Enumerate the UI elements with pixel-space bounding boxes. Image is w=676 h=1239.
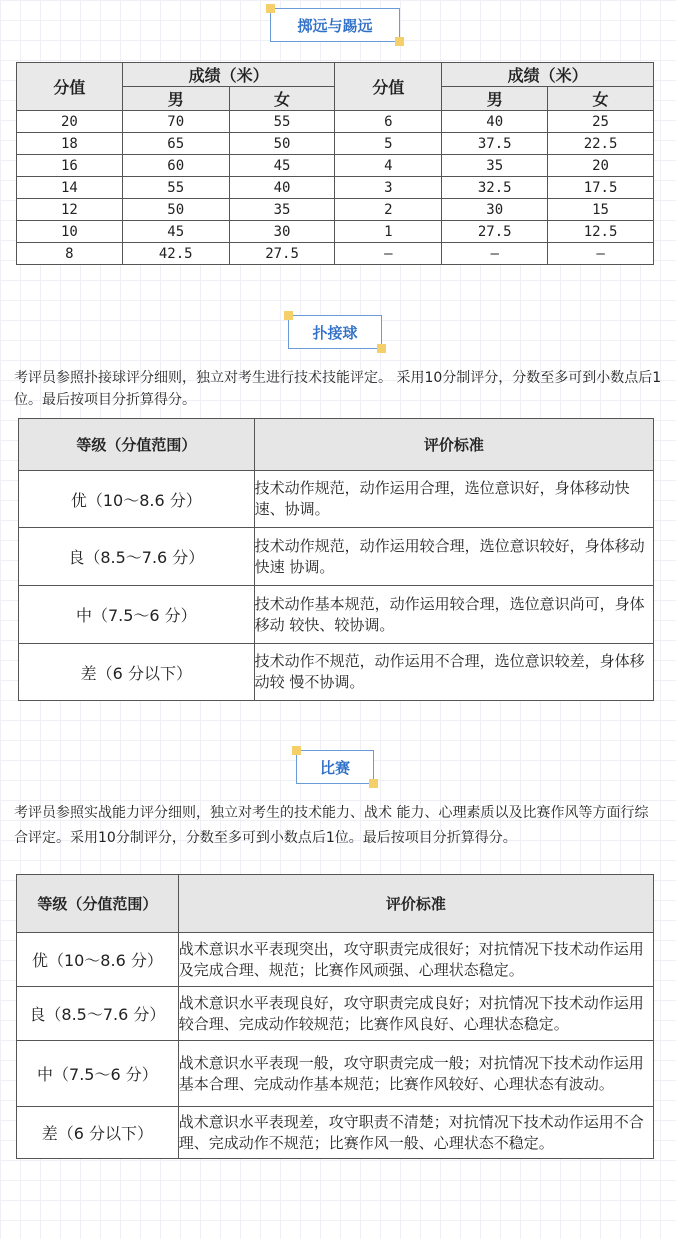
level-cell: 中（7.5～6 分）	[19, 586, 255, 644]
table-row	[17, 221, 654, 243]
table-cell: 30	[442, 199, 548, 221]
table-cell: 32.5	[442, 177, 548, 199]
header-female-right: 女	[548, 87, 654, 111]
table-cell: —	[548, 243, 654, 265]
level-cell: 优（10～8.6 分）	[17, 933, 179, 987]
corner-dot	[266, 4, 275, 13]
level-cell: 中（7.5～6 分）	[17, 1041, 179, 1107]
section-title-text: 扑接球	[312, 323, 358, 342]
table-cell: 27.5	[442, 221, 548, 243]
table-cell: 27.5	[229, 243, 335, 265]
table-cell: 20	[17, 111, 123, 133]
table-row	[19, 586, 654, 644]
table-row	[17, 1041, 654, 1107]
header-score-right: 分值	[335, 63, 442, 111]
table-cell: 45	[122, 221, 229, 243]
table-cell: 30	[229, 221, 335, 243]
level-cell: 良（8.5～7.6 分）	[17, 987, 179, 1041]
catch-ball-intro: 考评员参照扑接球评分细则，独立对考生进行技术技能评定。 采用10分制评分，分数至多可到小数点后1位。最后按项目分折算得分。	[14, 370, 662, 408]
table-cell: 60	[122, 155, 229, 177]
table-cell: 55	[229, 111, 335, 133]
level-cell: 差（6 分以下）	[19, 644, 255, 701]
section-title-match	[296, 750, 374, 784]
table-cell: 42.5	[122, 243, 229, 265]
header-result-right: 成绩（米）	[442, 63, 654, 87]
criteria-cell: 战术意识水平表现一般，攻守职责完成一般；对抗情况下技术动作运用基本合理、完成动作基本规范；比赛作风较好、心理状态有波动。	[178, 1041, 653, 1107]
table-cell: 45	[229, 155, 335, 177]
table-cell: 65	[122, 133, 229, 155]
table-cell: 50	[122, 199, 229, 221]
table-cell: 15	[548, 199, 654, 221]
match-intro: 考评员参照实战能力评分细则，独立对考生的技术能力、战术 能力、心理素质以及比赛作风等方面行综合评定。采用10分制评分，分数至多可到小数点后1位。最后按项目分折算得分。	[14, 805, 649, 846]
header-female-left: 女	[229, 87, 335, 111]
corner-dot	[395, 37, 404, 46]
section-title-text: 比赛	[319, 758, 350, 777]
corner-dot	[284, 311, 293, 320]
table-cell: 8	[17, 243, 123, 265]
section-title-catch-ball	[288, 315, 382, 349]
criteria-cell: 技术动作规范，动作运用合理，选位意识好，身体移动快速、协调。	[254, 471, 653, 528]
table-row	[19, 528, 654, 586]
criteria-cell: 战术意识水平表现突出，攻守职责完成很好；对抗情况下技术动作运用及完成合理、规范；比赛作风顽强、心理状态稳定。	[178, 933, 653, 987]
match-table	[16, 874, 654, 1159]
table-row	[17, 155, 654, 177]
table-row	[17, 933, 654, 987]
criteria-cell: 战术意识水平表现差，攻守职责不清楚；对抗情况下技术动作运用不合理、完成动作不规范；比赛作风一般、心理状态不稳定。	[178, 1107, 653, 1159]
corner-dot	[377, 344, 386, 353]
table-cell: 6	[335, 111, 442, 133]
table-cell: 35	[229, 199, 335, 221]
table-row	[17, 199, 654, 221]
table-row	[17, 177, 654, 199]
table-row	[17, 1107, 654, 1159]
table-cell: 37.5	[442, 133, 548, 155]
level-cell: 差（6 分以下）	[17, 1107, 179, 1159]
criteria-cell: 技术动作不规范，动作运用不合理，选位意识较差，身体移动较 慢不协调。	[254, 644, 653, 701]
table-cell: 3	[335, 177, 442, 199]
table-row	[19, 644, 654, 701]
table-row	[17, 987, 654, 1041]
header-criteria: 评价标准	[178, 875, 653, 933]
table-cell: 1	[335, 221, 442, 243]
table-row	[17, 243, 654, 265]
header-male-right: 男	[442, 87, 548, 111]
criteria-cell: 战术意识水平表现良好，攻守职责完成良好；对抗情况下技术动作运用较合理、完成动作较规范；比赛作风良好、心理状态稳定。	[178, 987, 653, 1041]
table-cell: 22.5	[548, 133, 654, 155]
table-cell: 35	[442, 155, 548, 177]
table-cell: 50	[229, 133, 335, 155]
corner-dot	[292, 746, 301, 755]
table-cell: 70	[122, 111, 229, 133]
corner-dot	[369, 779, 378, 788]
header-criteria: 评价标准	[254, 419, 653, 471]
level-cell: 优（10～8.6 分）	[19, 471, 255, 528]
table-cell: 40	[229, 177, 335, 199]
table-cell: 40	[442, 111, 548, 133]
table-cell: 12.5	[548, 221, 654, 243]
table-cell: 12	[17, 199, 123, 221]
header-level: 等级（分值范围）	[19, 419, 255, 471]
header-score-left: 分值	[17, 63, 123, 111]
criteria-cell: 技术动作规范，动作运用较合理，选位意识较好，身体移动快速 协调。	[254, 528, 653, 586]
table-cell: 10	[17, 221, 123, 243]
table-cell: 18	[17, 133, 123, 155]
table-cell: 55	[122, 177, 229, 199]
section-title-text: 掷远与踢远	[297, 16, 373, 35]
table-row	[19, 471, 654, 528]
criteria-cell: 技术动作基本规范，动作运用较合理，选位意识尚可，身体移动 较快、较协调。	[254, 586, 653, 644]
table-cell: 17.5	[548, 177, 654, 199]
header-male-left: 男	[122, 87, 229, 111]
table-cell: 14	[17, 177, 123, 199]
header-level: 等级（分值范围）	[17, 875, 179, 933]
table-cell: 25	[548, 111, 654, 133]
catch-ball-table	[18, 418, 654, 701]
header-result-left: 成绩（米）	[122, 63, 335, 87]
table-cell: 16	[17, 155, 123, 177]
section-title-throw-kick	[270, 8, 400, 42]
table-cell: 2	[335, 199, 442, 221]
table-cell: —	[335, 243, 442, 265]
level-cell: 良（8.5～7.6 分）	[19, 528, 255, 586]
score-table	[16, 62, 654, 265]
table-cell: 4	[335, 155, 442, 177]
table-cell: —	[442, 243, 548, 265]
table-cell: 20	[548, 155, 654, 177]
table-cell: 5	[335, 133, 442, 155]
table-row	[17, 111, 654, 133]
table-row	[17, 133, 654, 155]
